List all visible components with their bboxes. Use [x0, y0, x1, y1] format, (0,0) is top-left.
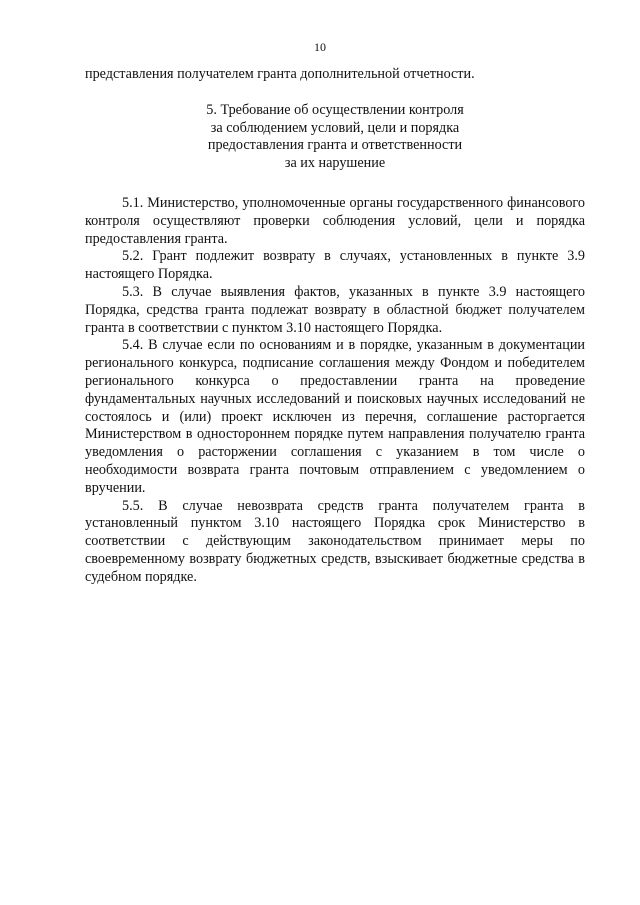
- continuation-text: представления получателем гранта дополнительной отчетности.: [85, 66, 475, 82]
- paragraph-5-4: 5.4. В случае если по основаниям и в порядке, указанным в документации регионального конкурса, подписание соглашения между Фондом и победителем регионального конкурса о предоставлении гранта на проведение фундаментальных научных исследований и поисковых научных исследований не состоялось и (или) проект исключен из перечня, соглашение расторгается Министерством в одностороннем порядке путем направления получателю гранта уведомления о расторжении соглашения с указанием в том числе о необходимости возврата гранта почтовым отправлением с уведомлением о вручении.: [85, 337, 585, 496]
- paragraph-5-3: 5.3. В случае выявления фактов, указанных в пункте 3.9 настоящего Порядка, средства гранта подлежат возврату в областной бюджет получателем гранта в соответствии с пунктом 3.10 настоящего Порядка.: [85, 283, 585, 336]
- paragraph-5-2: 5.2. Грант подлежит возврату в случаях, установленных в пункте 3.9 настоящего Порядка.: [85, 248, 585, 283]
- page-number: 10: [314, 40, 326, 54]
- section-heading-line: предоставления гранта и ответственности: [207, 137, 463, 154]
- section-heading: [85, 102, 585, 173]
- section-heading-line: за их нарушение: [284, 155, 386, 172]
- section-heading-line: за соблюдением условий, цели и порядка: [210, 119, 460, 136]
- section-heading-line: 5. Требование об осуществлении контроля: [206, 101, 464, 118]
- paragraph-5-1: 5.1. Министерство, уполномоченные органы государственного финансового контроля осуществляют проверки соблюдения условий, цели и порядка предоставления гранта.: [85, 194, 585, 247]
- document-body: [85, 66, 585, 587]
- paragraph-5-5: 5.5. В случае невозврата средств гранта получателем гранта в установленный пунктом 3.10 настоящего Порядка срок Министерство в соответствии с действующим законодательством принимает меры по своевременному возврату бюджетных средств, взыскивает бюджетные средства в судебном порядке.: [85, 497, 585, 585]
